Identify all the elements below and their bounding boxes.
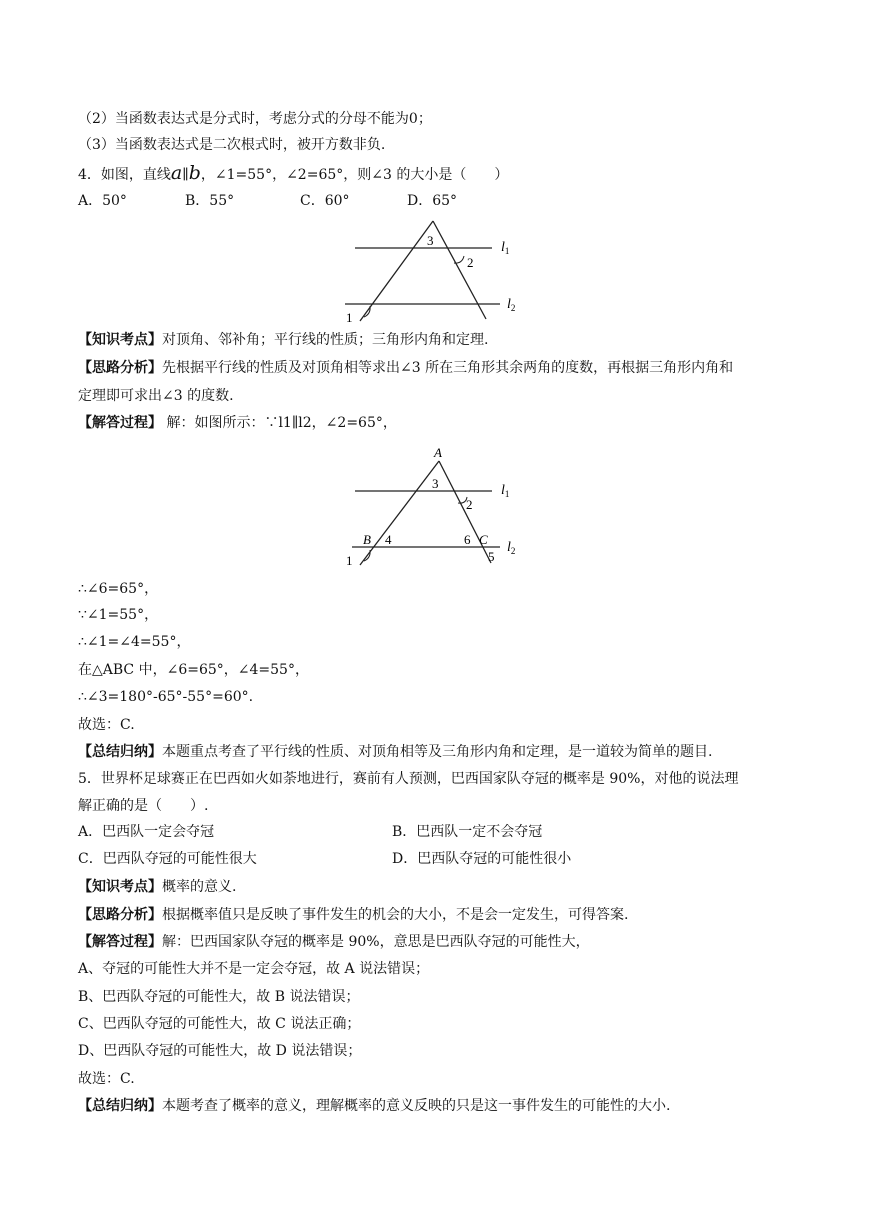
q4-answer: 故选：C. bbox=[78, 717, 135, 733]
side-ac bbox=[439, 461, 491, 563]
q5-step: A、夺冠的可能性大并不是一定会夺冠，故 A 说法错误； bbox=[78, 961, 430, 977]
q4-option-d: D．65° bbox=[407, 193, 458, 209]
q4-step: ∴∠1=∠4=55°， bbox=[78, 634, 191, 650]
q4-option-a: A．50° bbox=[78, 193, 127, 209]
q5-summary: 【总结归纳】本题考查了概率的意义，理解概率的意义反映的只是这一事件发生的可能性的大小. bbox=[78, 1098, 671, 1114]
label-B: B bbox=[363, 532, 371, 547]
intro-line-3: （3）当函数表达式是二次根式时，被开方数非负. bbox=[78, 137, 386, 153]
q5-stem-line-2: 解正确的是（ ）. bbox=[78, 798, 209, 814]
label-A: A bbox=[434, 445, 442, 460]
label-5: 5 bbox=[488, 549, 495, 564]
q5-option-d: D．巴西队夺冠的可能性很小 bbox=[392, 851, 572, 867]
q4-stem-suffix: ，∠1=55°，∠2=65°，则∠3 的大小是（ ） bbox=[200, 167, 509, 183]
label-1: 1 bbox=[346, 310, 353, 325]
var-b: b bbox=[188, 162, 201, 184]
q4-analysis-line-2: 定理即可求出∠3 的度数. bbox=[78, 388, 234, 404]
q4-step: ∴∠3=180°-65°-55°=60°. bbox=[78, 689, 254, 705]
transversal-left bbox=[360, 221, 433, 321]
q5-option-c: C．巴西队夺冠的可能性很大 bbox=[78, 851, 257, 867]
q5-step: B、巴西队夺冠的可能性大，故 B 说法错误； bbox=[78, 989, 360, 1005]
q5-step: D、巴西队夺冠的可能性大，故 D 说法错误； bbox=[78, 1043, 362, 1059]
intro-line-2: （2）当函数表达式是分式时，考虑分式的分母不能为0； bbox=[78, 111, 432, 127]
q4-figure-2 bbox=[340, 443, 580, 573]
q4-solution: 【解答过程】 解：如图所示：∵l1∥l2，∠2=65°， bbox=[78, 415, 397, 431]
label-l1: $l_1$ bbox=[501, 483, 510, 499]
q4-step: 在△ABC 中，∠6=65°，∠4=55°， bbox=[78, 662, 309, 678]
q4-option-c: C．60° bbox=[300, 193, 350, 209]
q5-option-b: B．巴西队一定不会夺冠 bbox=[392, 824, 543, 840]
q5-knowledge: 【知识考点】概率的意义. bbox=[78, 879, 237, 895]
side-ab bbox=[360, 461, 439, 565]
q4-summary: 【总结归纳】本题重点考查了平行线的性质、对顶角相等及三角形内角和定理，是一道较为简单的题目. bbox=[78, 744, 713, 760]
q4-step: ∵∠1=55°， bbox=[78, 607, 159, 623]
label-4: 4 bbox=[385, 532, 392, 547]
q5-step: C、巴西队夺冠的可能性大，故 C 说法正确； bbox=[78, 1016, 361, 1032]
label-l1: $l_1$ bbox=[501, 240, 510, 256]
q5-analysis: 【思路分析】根据概率值只是反映了事件发生的机会的大小，不是会一定发生，可得答案. bbox=[78, 907, 629, 923]
label-3: 3 bbox=[427, 233, 434, 248]
parallel-symbol: ∥ bbox=[182, 167, 189, 183]
q4-stem-prefix: 4．如图，直线 bbox=[78, 167, 171, 183]
label-2: 2 bbox=[467, 255, 474, 270]
q4-knowledge: 【知识考点】对顶角、邻补角；平行线的性质；三角形内角和定理. bbox=[78, 332, 489, 348]
q4-figure-1 bbox=[340, 218, 560, 328]
q5-answer: 故选：C. bbox=[78, 1071, 135, 1087]
label-1: 1 bbox=[346, 553, 353, 568]
q5-option-a: A．巴西队一定会夺冠 bbox=[78, 824, 215, 840]
label-C: C bbox=[479, 532, 488, 547]
label-l2: $l_2$ bbox=[507, 540, 516, 556]
q4-stem bbox=[78, 164, 508, 184]
var-a: a bbox=[170, 162, 183, 184]
q5-solution: 【解答过程】解：巴西国家队夺冠的概率是 90%，意思是巴西队夺冠的可能性大， bbox=[78, 934, 590, 950]
q4-option-b: B．55° bbox=[185, 193, 235, 209]
label-3: 3 bbox=[432, 476, 439, 491]
label-6: 6 bbox=[464, 532, 471, 547]
label-l2: $l_2$ bbox=[507, 297, 516, 313]
label-2: 2 bbox=[466, 497, 473, 512]
q4-step: ∴∠6=65°， bbox=[78, 581, 159, 597]
q5-stem-line-1: 5．世界杯足球赛正在巴西如火如荼地进行，赛前有人预测，巴西国家队夺冠的概率是 90%，对他的说法理 bbox=[78, 771, 739, 787]
q4-analysis-line-1: 【思路分析】先根据平行线的性质及对顶角相等求出∠3 所在三角形其余两角的度数，再根据三角形内角和 bbox=[78, 360, 734, 376]
